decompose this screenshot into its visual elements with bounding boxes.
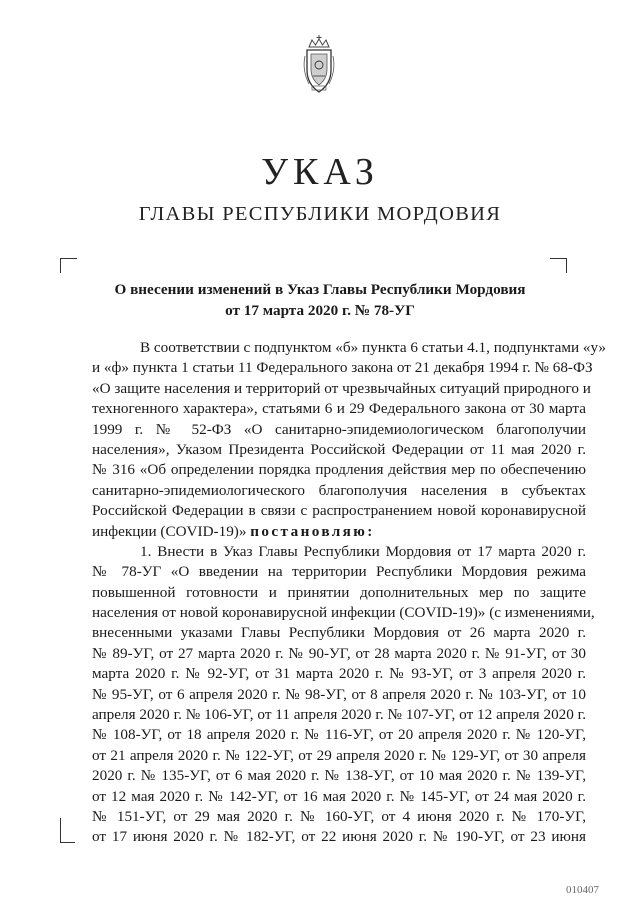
document-heading — [100, 279, 540, 321]
body-line: повышенной готовности и принятии дополнительных мер по защите — [92, 583, 586, 601]
corner-mark-top-left — [60, 258, 77, 273]
body-line: «О защите населения и территорий от чрезвычайных ситуаций природного и — [92, 379, 591, 397]
page-title: УКАЗ — [261, 151, 379, 193]
body-line: техногенного характера», статьями 6 и 29 Федерального закона от 30 марта — [92, 400, 586, 418]
body-line: № 95-УГ, от 6 апреля 2020 г. № 98-УГ, от 8 апреля 2020 г. № 103-УГ, от 10 — [92, 685, 586, 703]
body-line: № 78-УГ «О введении на территории Республики Мордовия режима — [92, 563, 586, 581]
body-line-text: инфекции (COVID-19)» — [92, 522, 247, 540]
heading-line: О внесении изменений в Указ Главы Республики Мордовия — [114, 281, 526, 298]
body-line: апреля 2020 г. № 106-УГ, от 11 апреля 2020 г. № 107-УГ, от 12 апреля 2020 г. — [92, 706, 586, 724]
body-line: В соответствии с подпунктом «б» пункта 6 статьи 4.1, подпунктами «у» — [140, 339, 607, 356]
coat-of-arms-icon — [300, 34, 338, 96]
corner-mark-top-right — [550, 258, 567, 273]
corner-mark-bottom-left — [60, 818, 75, 843]
body-line: марта 2020 г. № 92-УГ, от 31 марта 2020 г. № 93-УГ, от 3 апреля 2020 г. — [92, 665, 586, 683]
body-line: от 17 июня 2020 г. № 182-УГ, от 22 июня 2020 г. № 190-УГ, от 23 июня — [92, 828, 586, 846]
body-line: № 151-УГ, от 29 мая 2020 г. № 160-УГ, от 4 июня 2020 г. № 170-УГ, — [92, 807, 586, 825]
body-line: Российской Федерации в связи с распространением новой коронавирусной — [92, 502, 586, 520]
body-line: населения от новой коронавирусной инфекции (COVID-19)» (с изменениями, — [92, 604, 595, 622]
body-line: от 21 апреля 2020 г. № 122-УГ, от 29 апреля 2020 г. № 129-УГ, от 30 апреля — [92, 746, 586, 764]
body-line: внесенными указами Главы Республики Мордовия от 26 марта 2020 г. — [92, 624, 586, 642]
body-line: 1999 г. № 52-ФЗ «О санитарно-эпидемиологическом благополучии — [92, 420, 586, 438]
body-line: 1. Внести в Указ Главы Республики Мордовия от 17 марта 2020 г. — [140, 542, 586, 560]
body-line: и «ф» пункта 1 статьи 11 Федерального закона от 21 декабря 1994 г. № 68-ФЗ — [92, 359, 593, 377]
body-line: 2020 г. № 135-УГ, от 6 мая 2020 г. № 138-УГ, от 10 мая 2020 г. № 139-УГ, — [92, 767, 586, 785]
body-line: № 89-УГ, от 27 марта 2020 г. № 90-УГ, от 28 марта 2020 г. № 91-УГ, от 30 — [92, 644, 586, 662]
body-line: № 316 «Об определении порядка продления действия мер по обеспечению — [92, 461, 586, 479]
page-subtitle: ГЛАВЫ РЕСПУБЛИКИ МОРДОВИЯ — [138, 203, 502, 225]
body-line: санитарно-эпидемиологического благополучия населения в субъектах — [92, 481, 586, 499]
body-line: № 108-УГ, от 18 апреля 2020 г. № 116-УГ, от 20 апреля 2020 г. № 120-УГ, — [92, 726, 586, 744]
body-line: от 12 мая 2020 г. № 142-УГ, от 16 мая 2020 г. № 145-УГ, от 24 мая 2020 г. — [92, 787, 586, 805]
body-line — [92, 522, 586, 542]
page-serial-number: 010407 — [566, 884, 599, 896]
body-line: населения», Указом Президента Российской Федерации от 11 мая 2020 г. — [92, 440, 586, 458]
document-body — [92, 338, 607, 848]
heading-line: от 17 марта 2020 г. № 78-УГ — [225, 302, 415, 319]
decree-word: постановляю: — [250, 522, 375, 540]
